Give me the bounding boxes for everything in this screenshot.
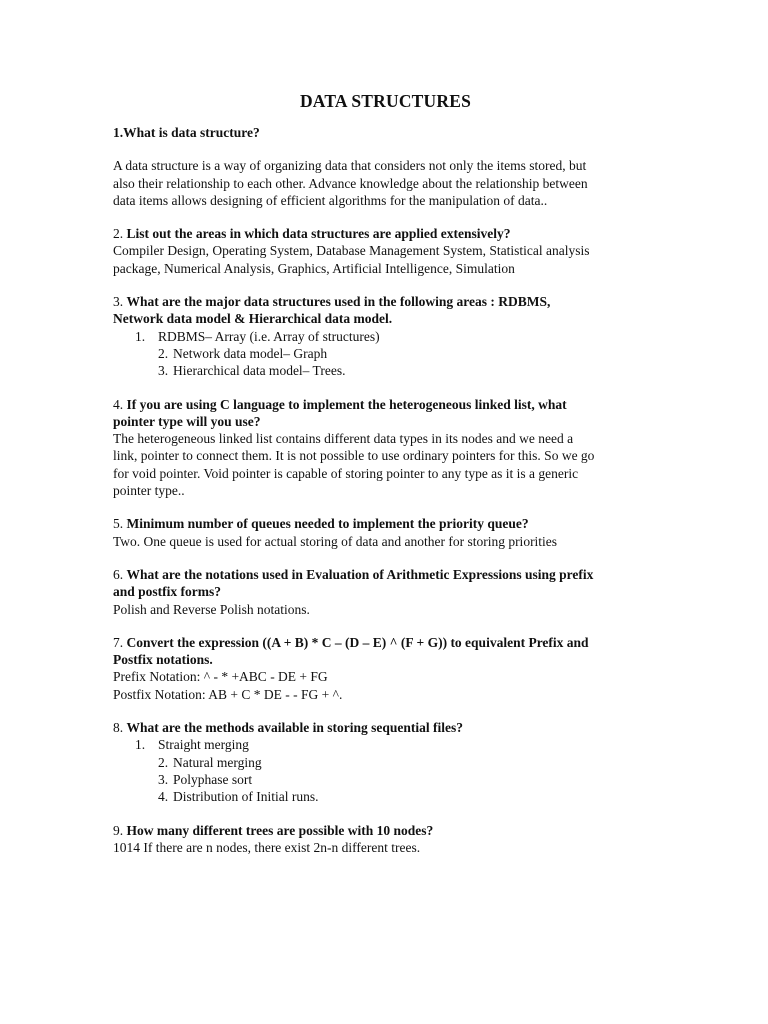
- question-7: [113, 634, 658, 703]
- structures-list: [113, 328, 658, 380]
- question-text: pointer type will you use?: [113, 413, 261, 429]
- question-7-heading-cont: [113, 651, 658, 668]
- answer-line: Compiler Design, Operating System, Database Management System, Statistical analysis: [113, 243, 590, 259]
- list-text: Straight merging: [158, 737, 249, 753]
- question-7-heading: [113, 634, 658, 651]
- question-text: Network data model & Hierarchical data model.: [113, 311, 393, 327]
- question-6: [113, 566, 658, 618]
- answer-line: package, Numerical Analysis, Graphics, Artificial Intelligence, Simulation: [113, 260, 515, 276]
- list-text: RDBMS– Array (i.e. Array of structures): [158, 328, 380, 344]
- list-text: Distribution of Initial runs.: [173, 789, 319, 805]
- list-number: 2.: [158, 345, 169, 361]
- question-4: [113, 396, 658, 500]
- question-text: Minimum number of queues needed to implement the priority queue?: [126, 516, 529, 532]
- list-item: [113, 788, 658, 805]
- question-text: List out the areas in which data structures are applied extensively?: [126, 226, 511, 242]
- answer-line: Polish and Reverse Polish notations.: [113, 601, 310, 617]
- answer-line: Two. One queue is used for actual storing of data and another for storing priorities: [113, 533, 558, 549]
- question-number: 5.: [113, 516, 124, 532]
- answer-line: 1014 If there are n nodes, there exist 2n-n different trees.: [113, 839, 421, 855]
- list-text: Polyphase sort: [173, 771, 253, 787]
- list-item: [113, 754, 658, 771]
- list-number: 1.: [135, 737, 146, 753]
- list-item: [113, 736, 658, 753]
- question-number: 8.: [113, 720, 124, 736]
- question-number: 2.: [113, 226, 124, 242]
- question-9: [113, 822, 658, 857]
- answer-line: pointer type..: [113, 483, 185, 499]
- question-number: 6.: [113, 566, 124, 582]
- answer-line: Postfix Notation: AB + C * DE - - FG + ^.: [113, 686, 343, 702]
- question-6-heading-cont: [113, 583, 658, 600]
- question-3: [113, 293, 658, 379]
- list-number: 3.: [158, 363, 169, 379]
- answer-line: for void pointer. Void pointer is capable of storing pointer to any type as it is a generic: [113, 465, 579, 481]
- answer-line: The heterogeneous linked list contains different data types in its nodes and we need a: [113, 431, 574, 447]
- question-text: Postfix notations.: [113, 652, 213, 668]
- question-text: and postfix forms?: [113, 584, 222, 600]
- list-item: [113, 345, 658, 362]
- question-text: What are the notations used in Evaluation of Arithmetic Expressions using prefix: [126, 566, 594, 582]
- question-8: [113, 719, 658, 805]
- answer-line: A data structure is a way of organizing data that considers not only the items stored, but: [113, 158, 587, 174]
- answer-line: also their relationship to each other. Advance knowledge about the relationship between: [113, 175, 588, 191]
- list-number: 1.: [135, 328, 146, 344]
- question-number: 7.: [113, 634, 124, 650]
- answer-line: link, pointer to connect them. It is not possible to use ordinary pointers for this. So we go: [113, 448, 595, 464]
- question-text: How many different trees are possible with 10 nodes?: [126, 822, 434, 838]
- question-2-heading: [113, 225, 658, 242]
- question-text: What are the methods available in storing sequential files?: [126, 720, 464, 736]
- question-6-heading: [113, 566, 658, 583]
- list-number: 2.: [158, 754, 169, 770]
- list-text: Natural merging: [173, 754, 262, 770]
- question-number: 4.: [113, 396, 124, 412]
- document-title: DATA STRUCTURES: [299, 91, 472, 111]
- document-page: [113, 90, 658, 872]
- question-number: 3.: [113, 294, 124, 310]
- question-4-heading: [113, 396, 658, 413]
- question-3-heading: [113, 293, 658, 310]
- question-text: If you are using C language to implement the heterogeneous linked list, what: [126, 396, 567, 412]
- question-9-heading: [113, 822, 658, 839]
- question-3-heading-cont: [113, 310, 658, 327]
- answer-line: Prefix Notation: ^ - * +ABC - DE + FG: [113, 669, 328, 685]
- list-item: [113, 328, 658, 345]
- list-number: 3.: [158, 771, 169, 787]
- question-1-heading: 1.What is data structure?: [113, 125, 260, 140]
- question-text: Convert the expression ((A + B) * C – (D – E) ^ (F + G)) to equivalent Prefix and: [126, 634, 589, 650]
- answer-1: [113, 157, 658, 209]
- list-text: Network data model– Graph: [173, 345, 328, 361]
- question-5: [113, 515, 658, 550]
- list-text: Hierarchical data model– Trees.: [173, 363, 346, 379]
- question-8-heading: [113, 719, 658, 736]
- question-number: 9.: [113, 822, 124, 838]
- question-2: [113, 225, 658, 277]
- question-4-heading-cont: [113, 413, 658, 430]
- answer-line: data items allows designing of efficient algorithms for the manipulation of data..: [113, 192, 548, 208]
- question-5-heading: [113, 515, 658, 532]
- methods-list: [113, 736, 658, 805]
- list-item: [113, 771, 658, 788]
- list-item: [113, 362, 658, 379]
- list-number: 4.: [158, 789, 169, 805]
- question-text: What are the major data structures used in the following areas : RDBMS,: [126, 294, 551, 310]
